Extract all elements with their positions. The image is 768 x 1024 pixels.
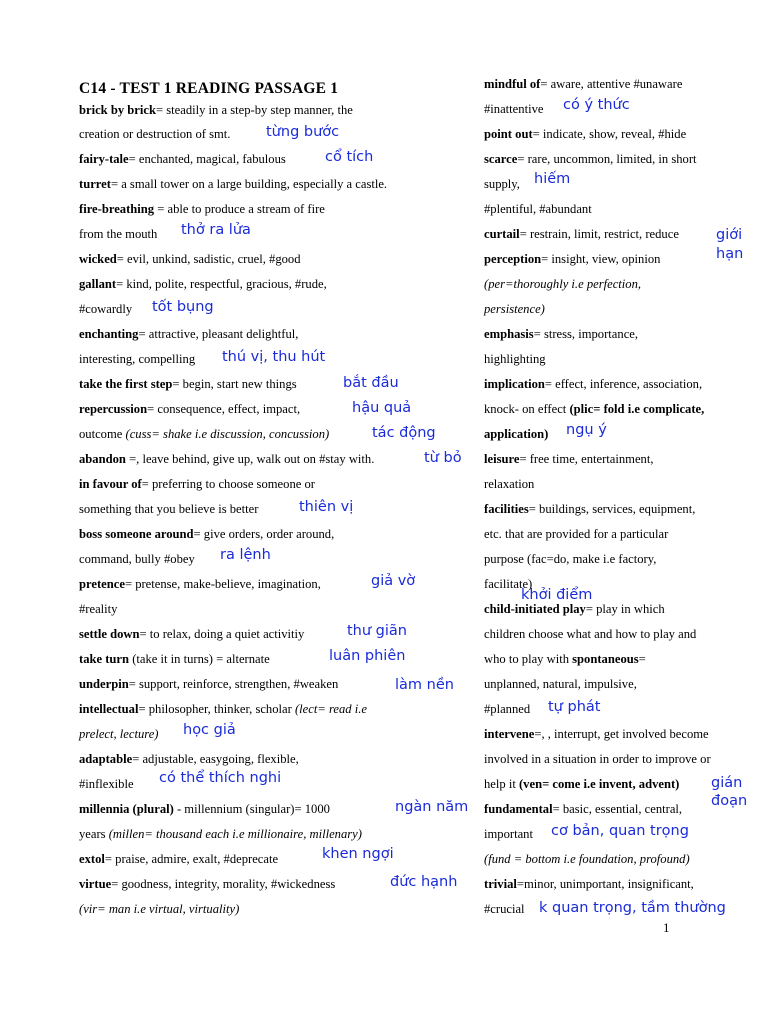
- entry-definition: = give orders, order around,: [193, 527, 335, 541]
- entry-line: [484, 126, 686, 142]
- handwritten-translation: cổ tích: [325, 149, 374, 165]
- entry-definition: =minor, unimportant, insignificant,: [516, 877, 694, 891]
- entry-definition: = goodness, integrity, morality, #wickedness: [111, 877, 336, 891]
- entry-line: [484, 526, 668, 542]
- entry-line: [79, 301, 132, 317]
- entry-term: pretence: [79, 577, 125, 591]
- entry-term: wicked: [79, 252, 117, 266]
- handwritten-translation: k quan trọng, tầm thường: [539, 900, 726, 916]
- handwritten-translation: cơ bản, quan trọng: [551, 823, 689, 839]
- entry-definition: #plentiful, #abundant: [484, 202, 592, 216]
- entry-definition: command, bully #obey: [79, 552, 195, 566]
- entry-definition: = effect, inference, association,: [544, 377, 703, 391]
- handwritten-translation: luân phiên: [329, 648, 406, 664]
- handwritten-translation: từ bỏ: [424, 450, 462, 466]
- entry-definition: supply,: [484, 177, 520, 191]
- entry-line: [79, 676, 338, 692]
- entry-term: intervene: [484, 727, 535, 741]
- entry-definition: outcome: [79, 427, 126, 441]
- handwritten-translation: ra lệnh: [220, 547, 271, 563]
- entry-term: in favour of: [79, 477, 142, 491]
- entry-line: [79, 701, 367, 717]
- entry-line: [79, 851, 278, 867]
- entry-term: child-initiated play: [484, 602, 586, 616]
- entry-line: [484, 426, 548, 442]
- entry-definition: #reality: [79, 602, 118, 616]
- entry-term: take the first step: [79, 377, 173, 391]
- entry-line: [79, 776, 134, 792]
- entry-definition: = free time, entertainment,: [519, 452, 654, 466]
- entry-etymology: persistence): [484, 302, 545, 316]
- handwritten-translation: tự phát: [548, 699, 601, 715]
- page-number: 1: [663, 920, 670, 935]
- entry-definition: = attractive, pleasant delightful,: [138, 327, 299, 341]
- entry-definition: something that you believe is better: [79, 502, 259, 516]
- entry-term: enchanting: [79, 327, 139, 341]
- entry-term: emphasis: [484, 327, 534, 341]
- entry-line: [79, 151, 286, 167]
- entry-definition: = able to produce a stream of fire: [157, 202, 325, 216]
- entry-definition: (take it in turns) = alternate: [132, 652, 270, 666]
- entry-line: [484, 901, 525, 917]
- entry-term: gallant: [79, 277, 117, 291]
- entry-etymology: (vir= man i.e virtual, virtuality): [79, 902, 240, 916]
- entry-term: fairy-tale: [79, 152, 129, 166]
- entry-line: [484, 701, 530, 717]
- entry-definition: = indicate, show, reveal, #hide: [532, 127, 687, 141]
- entry-definition: help it: [484, 777, 519, 791]
- entry-line: [484, 776, 679, 792]
- handwritten-translation: thiên vị: [299, 499, 354, 515]
- entry-term: take turn: [79, 652, 133, 666]
- entry-line: [79, 876, 335, 892]
- entry-line: [79, 901, 239, 917]
- entry-definition: = begin, start new things: [172, 377, 297, 391]
- entry-definition: relaxation: [484, 477, 535, 491]
- entry-line: [79, 276, 327, 292]
- entry-term: point out: [484, 127, 533, 141]
- entry-term: turret: [79, 177, 111, 191]
- entry-line: [79, 501, 258, 517]
- entry-term: (ven= come i.e invent, advent): [518, 777, 680, 791]
- entry-term: adaptable: [79, 752, 133, 766]
- entry-line: [79, 601, 117, 617]
- entry-definition: = evil, unkind, sadistic, cruel, #good: [116, 252, 301, 266]
- entry-etymology: (millen= thousand each i.e millionaire, millenary): [108, 827, 362, 841]
- entry-definition: knock- on effect: [484, 402, 570, 416]
- entry-term: settle down: [79, 627, 140, 641]
- entry-definition: etc. that are provided for a particular: [484, 527, 669, 541]
- handwritten-translation: đức hạnh: [390, 874, 458, 890]
- entry-line: [79, 751, 299, 767]
- entry-definition: =, , interrupt, get involved become: [534, 727, 709, 741]
- entry-line: [484, 276, 641, 292]
- entry-etymology: (fund = bottom i.e foundation, profound): [484, 852, 690, 866]
- entry-line: [79, 726, 159, 742]
- entry-etymology: (per=thoroughly i.e perfection,: [484, 277, 642, 291]
- entry-line: [484, 726, 709, 742]
- handwritten-translation: thở ra lửa: [181, 222, 251, 238]
- entry-definition: = a small tower on a large building, especially a castle.: [110, 177, 388, 191]
- entry-line: [79, 626, 304, 642]
- handwritten-translation: bắt đầu: [343, 375, 399, 391]
- entry-line: [79, 476, 315, 492]
- entry-line: [484, 326, 638, 342]
- handwritten-translation: học giả: [183, 722, 236, 738]
- entry-line: [484, 676, 637, 692]
- entry-definition: #inattentive: [484, 102, 544, 116]
- entry-line: [79, 326, 298, 342]
- entry-definition: = aware, attentive #unaware: [540, 77, 683, 91]
- entry-term: curtail: [484, 227, 520, 241]
- entry-definition: = consequence, effect, impact,: [147, 402, 301, 416]
- entry-definition: facilitate): [484, 577, 533, 591]
- entry-definition: = play in which: [585, 602, 665, 616]
- entry-term: fundamental: [484, 802, 553, 816]
- handwritten-translation: khen ngợi: [322, 846, 394, 862]
- entry-definition: = buildings, services, equipment,: [528, 502, 696, 516]
- entry-definition: = kind, polite, respectful, gracious, #rude,: [116, 277, 327, 291]
- entry-line: [79, 426, 329, 442]
- entry-etymology: prelect, lecture): [79, 727, 159, 741]
- entry-definition: = preferring to choose someone or: [141, 477, 315, 491]
- entry-definition: important: [484, 827, 533, 841]
- handwritten-translation: ngụ ý: [566, 422, 607, 438]
- entry-line: [484, 251, 660, 267]
- entry-line: [484, 376, 702, 392]
- entry-line: [484, 151, 697, 167]
- entry-definition: = support, reinforce, strengthen, #weaken: [128, 677, 339, 691]
- entry-etymology: (cuss= shake i.e discussion, concussion): [125, 427, 330, 441]
- entry-definition: = adjustable, easygoing, flexible,: [132, 752, 299, 766]
- entry-definition: =, leave behind, give up, walk out on #stay with.: [129, 452, 375, 466]
- entry-definition: #planned: [484, 702, 531, 716]
- entry-line: [484, 626, 696, 642]
- entry-term: abandon: [79, 452, 130, 466]
- entry-line: [79, 102, 353, 118]
- entry-line: [79, 176, 387, 192]
- entry-definition: years: [79, 827, 109, 841]
- page-title: C14 - TEST 1 READING PASSAGE 1: [79, 80, 339, 97]
- handwritten-translation: hạn: [716, 246, 744, 262]
- entry-line: [79, 401, 300, 417]
- handwritten-translation: ngàn năm: [395, 799, 469, 815]
- handwritten-translation: giới: [716, 227, 743, 243]
- entry-term: spontaneous: [572, 652, 639, 666]
- entry-term: virtue: [79, 877, 112, 891]
- entry-line: [484, 76, 682, 92]
- entry-definition: #cowardly: [79, 302, 133, 316]
- entry-line: [484, 601, 665, 617]
- handwritten-translation: có thể thích nghi: [159, 770, 282, 786]
- entry-line: [79, 201, 325, 217]
- entry-line: [79, 376, 297, 392]
- handwritten-translation: giả vờ: [371, 573, 416, 589]
- entry-term: boss someone around: [79, 527, 194, 541]
- entry-line: [79, 651, 270, 667]
- entry-definition: =: [638, 652, 646, 666]
- entry-line: [79, 126, 230, 142]
- entry-term: (plic= fold i.e complicate,: [569, 402, 705, 416]
- entry-definition: = pretense, make-believe, imagination,: [124, 577, 321, 591]
- entry-definition: = steadily in a step-by step manner, the: [155, 103, 353, 117]
- entry-definition: interesting, compelling: [79, 352, 196, 366]
- entry-term: perception: [484, 252, 542, 266]
- entry-term: leisure: [484, 452, 520, 466]
- entry-line: [484, 801, 682, 817]
- entry-line: [484, 826, 533, 842]
- entry-term: fire-breathing: [79, 202, 158, 216]
- handwritten-translation: gián: [711, 775, 743, 791]
- entry-definition: involved in a situation in order to improve or: [484, 752, 711, 766]
- entry-definition: = rare, uncommon, limited, in short: [517, 152, 697, 166]
- entry-term: repercussion: [79, 402, 148, 416]
- handwritten-translation: khởi điểm: [521, 587, 593, 603]
- entry-definition: = stress, importance,: [533, 327, 639, 341]
- entry-line: [484, 501, 695, 517]
- entry-term: implication: [484, 377, 545, 391]
- entry-line: [484, 176, 520, 192]
- entry-definition: - millennium (singular)= 1000: [176, 802, 330, 816]
- entry-term: application): [484, 427, 549, 441]
- entry-definition: children choose what and how to play and: [484, 627, 697, 641]
- handwritten-translation: có ý thức: [563, 97, 630, 113]
- entry-term: millennia (plural): [79, 802, 177, 816]
- entry-definition: = insight, view, opinion: [541, 252, 661, 266]
- entry-line: [484, 476, 534, 492]
- entry-line: [79, 551, 195, 567]
- handwritten-translation: tốt bụng: [152, 299, 214, 315]
- entry-line: [484, 551, 656, 567]
- entry-definition: unplanned, natural, impulsive,: [484, 677, 637, 691]
- handwritten-translation: thú vị, thu hút: [222, 349, 326, 365]
- entry-line: [79, 526, 334, 542]
- entry-definition: #inflexible: [79, 777, 134, 791]
- entry-etymology: (lect= read i.e: [294, 702, 367, 716]
- entry-line: [484, 851, 690, 867]
- entry-line: [484, 226, 679, 242]
- entry-definition: = enchanted, magical, fabulous: [128, 152, 286, 166]
- entry-definition: creation or destruction of smt.: [79, 127, 231, 141]
- entry-line: [79, 801, 330, 817]
- entry-line: [484, 401, 704, 417]
- entry-definition: = basic, essential, central,: [552, 802, 683, 816]
- entry-line: [484, 351, 546, 367]
- entry-definition: #crucial: [484, 902, 525, 916]
- entry-line: [79, 226, 157, 242]
- entry-line: [484, 651, 646, 667]
- entry-line: [79, 451, 374, 467]
- entry-line: [484, 751, 711, 767]
- handwritten-translation: tác động: [372, 425, 436, 441]
- entry-line: [79, 826, 362, 842]
- entry-line: [484, 451, 653, 467]
- entry-definition: highlighting: [484, 352, 546, 366]
- entry-definition: = to relax, doing a quiet activitiy: [139, 627, 305, 641]
- entry-definition: = restrain, limit, restrict, reduce: [519, 227, 679, 241]
- entry-term: intellectual: [79, 702, 139, 716]
- entry-term: scarce: [484, 152, 518, 166]
- entry-definition: from the mouth: [79, 227, 158, 241]
- entry-term: mindful of: [484, 77, 541, 91]
- handwritten-translation: đoạn: [711, 793, 748, 809]
- entry-line: [484, 876, 694, 892]
- entry-definition: = praise, admire, exalt, #deprecate: [104, 852, 279, 866]
- entry-term: underpin: [79, 677, 129, 691]
- handwritten-translation: hiếm: [534, 171, 571, 187]
- entry-line: [484, 201, 592, 217]
- entry-term: brick by brick: [79, 103, 156, 117]
- entry-line: [484, 101, 543, 117]
- handwritten-translation: thư giãn: [347, 623, 407, 639]
- entry-term: trivial: [484, 877, 517, 891]
- entry-line: [79, 576, 321, 592]
- entry-line: [484, 301, 545, 317]
- entry-definition: = philosopher, thinker, scholar: [138, 702, 295, 716]
- handwritten-translation: từng bước: [266, 124, 340, 140]
- entry-line: [79, 251, 301, 267]
- entry-term: facilities: [484, 502, 529, 516]
- entry-line: [79, 351, 195, 367]
- handwritten-translation: làm nền: [395, 677, 454, 693]
- entry-definition: who to play with: [484, 652, 573, 666]
- handwritten-translation: hậu quả: [352, 400, 412, 416]
- entry-definition: purpose (fac=do, make i.e factory,: [484, 552, 657, 566]
- entry-term: extol: [79, 852, 105, 866]
